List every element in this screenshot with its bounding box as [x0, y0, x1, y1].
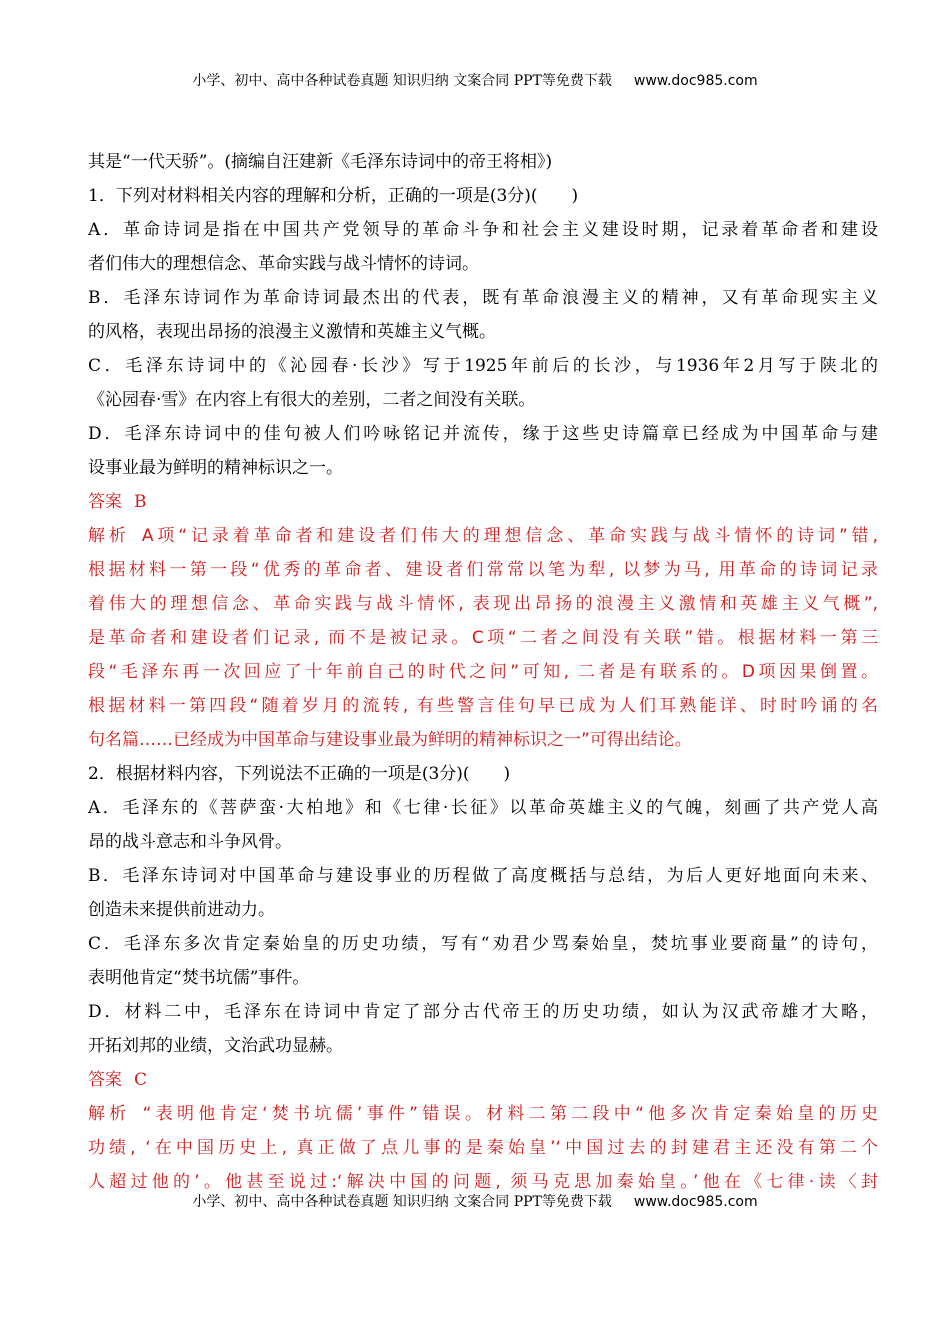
q2-option-c-line-1: C．毛泽东多次肯定秦始皇的历史功绩，写有“劝君少骂秦始皇，焚坑事业要商量”的诗句， [88, 934, 878, 954]
question-1: 1．下列对材料相关内容的理解和分析，正确的一项是(3分)( ) [88, 186, 579, 206]
explanation-1-line-1 [88, 519, 878, 553]
q1-option-a-line-2: 者们伟大的理想信念、革命实践与战斗情怀的诗词。 [88, 254, 479, 274]
explanation-text: A项“记录着革命者和建设者们伟大的理想信念、革命实践与战斗情怀的诗词”错, [141, 526, 878, 546]
q2-option-c-line-2: 表明他肯定“焚书坑儒”事件。 [88, 968, 310, 988]
q2-option-a-line-1: A．毛泽东的《菩萨蛮·大柏地》和《七律·长征》以革命英雄主义的气魄，刻画了共产党人高 [88, 798, 878, 818]
q2-option-d-line-1: D．材料二中，毛泽东在诗词中肯定了部分古代帝王的历史功绩，如认为汉武帝雄才大略， [88, 1002, 878, 1022]
q2-option-d-line-2: 开拓刘邦的业绩，文治武功显赫。 [88, 1036, 343, 1056]
document-body [88, 145, 878, 1199]
explanation-label: 解析 [88, 526, 130, 546]
footer-site: www.doc985.com [633, 1194, 758, 1210]
q1-option-c-line-1: C．毛泽东诗词中的《沁园春·长沙》写于1925年前后的长沙，与1936年2月写于陕北的 [88, 356, 878, 376]
q1-option-c-line-2: 《沁园春·雪》在内容上有很大的差别，二者之间没有关联。 [88, 390, 536, 410]
q1-option-d-line-1: D．毛泽东诗词中的佳句被人们吟咏铭记并流传，缘于这些史诗篇章已经成为中国革命与建 [88, 424, 878, 444]
question-2: 2．根据材料内容，下列说法不正确的一项是(3分)( ) [88, 764, 511, 784]
answer-2 [88, 1063, 878, 1097]
explanation-1-line-4: 是革命者和建设者们记录, 而不是被记录。C项“二者之间没有关联”错。根据材料一第三 [88, 628, 878, 648]
explanation-2-line-1 [88, 1097, 878, 1131]
q2-option-b-line-2: 创造未来提供前进动力。 [88, 900, 275, 920]
explanation-1-line-7: 句名篇……已经成为中国革命与建设事业最为鲜明的精神标识之一”可得出结论。 [88, 730, 692, 750]
source-line: 其是“一代天骄”。(摘编自汪建新《毛泽东诗词中的帝王将相》) [88, 152, 553, 172]
explanation-label: 解析 [88, 1104, 131, 1124]
header-text: 小学、初中、高中各种试卷真题 知识归纳 文案合同 PPT等免费下载 [192, 73, 612, 89]
explanation-2-line-3: 人超过他的’。他甚至说过:‘解决中国的问题, 须马克思加秦始皇。’他在《七律·读〈封 [88, 1172, 878, 1192]
q1-option-b-line-1: B．毛泽东诗词作为革命诗词最杰出的代表，既有革命浪漫主义的精神，又有革命现实主义 [88, 288, 878, 308]
answer-value: B [134, 492, 147, 512]
page-footer [0, 1191, 950, 1211]
q1-option-b-line-2: 的风格，表现出昂扬的浪漫主义激情和英雄主义气概。 [88, 322, 496, 342]
answer-label: 答案 [88, 492, 122, 512]
explanation-1-line-5: 段“毛泽东再一次回应了十年前自己的时代之问”可知, 二者是有联系的。D项因果倒置。 [88, 662, 878, 682]
explanation-1-line-6: 根据材料一第四段“随着岁月的流转, 有些警言佳句早已成为人们耳熟能详、时时吟诵的名 [88, 696, 878, 716]
answer-value: C [134, 1070, 148, 1090]
explanation-2-line-2: 功绩, ‘在中国历史上, 真正做了点儿事的是秦始皇’‘中国过去的封建君主还没有第二个 [88, 1138, 878, 1158]
q2-option-b-line-1: B．毛泽东诗词对中国革命与建设事业的历程做了高度概括与总结，为后人更好地面向未来、 [88, 866, 878, 886]
q2-option-a-line-2: 昂的战斗意志和斗争风骨。 [88, 832, 292, 852]
answer-1 [88, 485, 878, 519]
q1-option-a-line-1: A．革命诗词是指在中国共产党领导的革命斗争和社会主义建设时期，记录着革命者和建设 [88, 220, 878, 240]
page-header [0, 70, 950, 90]
answer-label: 答案 [88, 1070, 122, 1090]
explanation-1-line-3: 着伟大的理想信念、革命实践与战斗情怀, 表现出昂扬的浪漫主义激情和英雄主义气概”, [88, 594, 878, 614]
explanation-1-line-2: 根据材料一第一段“优秀的革命者、建设者们常常以笔为犁, 以梦为马, 用革命的诗词记录 [88, 560, 878, 580]
q1-option-d-line-2: 设事业最为鲜明的精神标识之一。 [88, 458, 343, 478]
footer-text: 小学、初中、高中各种试卷真题 知识归纳 文案合同 PPT等免费下载 [192, 1194, 612, 1210]
explanation-text: “表明他肯定‘焚书坑儒’事件”错误。材料二第二段中“他多次肯定秦始皇的历史 [142, 1104, 879, 1124]
header-site: www.doc985.com [633, 73, 758, 89]
